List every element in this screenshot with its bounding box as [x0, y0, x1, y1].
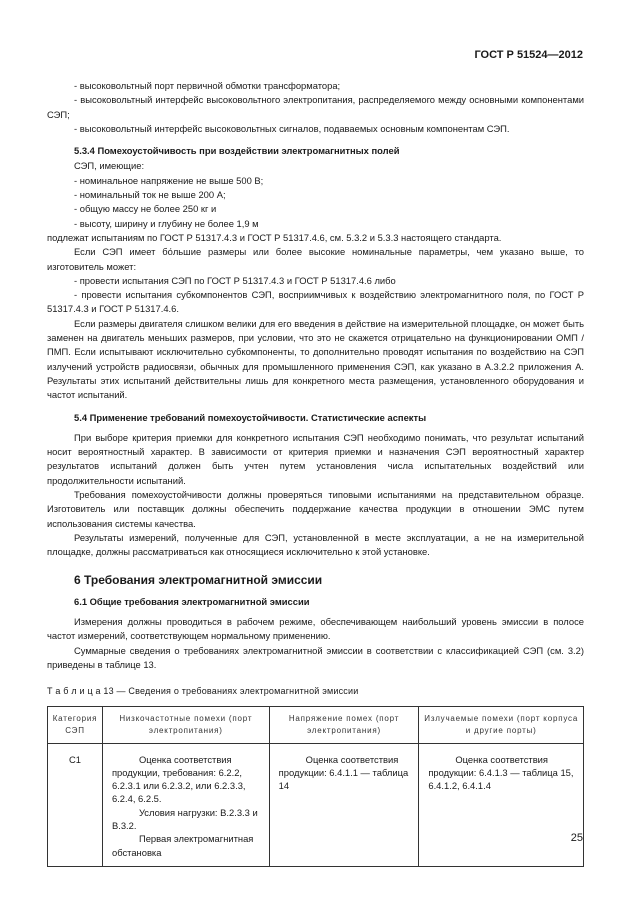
- cell-text: Условия нагрузки: В.2.3.3 и В.3.2.: [111, 806, 258, 832]
- paragraph: Измерения должны проводиться в рабочем режиме, обеспечивающем наибольший уровень эмиссии в полосе частот измерений, соответствующем нормальному применению.: [47, 616, 584, 642]
- document-body: [47, 79, 584, 867]
- cell-text: Оценка соответствия продукции: 6.4.1.3 — таблица 15, 6.4.1.2, 6.4.1.4: [428, 753, 574, 792]
- list-item: - провести испытания субкомпонентов СЭП, восприимчивых к воздействию электромагнитного поля, по ГОСТ Р 51317.4.3 и ГОСТ Р 51317.4.6.: [47, 289, 584, 315]
- section-heading-6-1: 6.1 Общие требования электромагнитной эмиссии: [74, 595, 310, 607]
- list-item: - провести испытания СЭП по ГОСТ Р 51317.4.3 и ГОСТ Р 51317.4.6 либо: [74, 274, 396, 286]
- list-item: - номинальный ток не выше 200 А;: [74, 189, 226, 201]
- column-header: Излучаемые помехи (порт корпуса и другие порты): [419, 706, 584, 743]
- cell-category: С1: [48, 743, 103, 866]
- paragraph: Результаты измерений, полученные для СЭП, установленной в месте эксплуатации, а не на измерительной площадке, должны рассматриваться как относящиеся исключительно к этой установке.: [47, 531, 584, 558]
- list-item: - номинальное напряжение не выше 500 В;: [74, 174, 264, 186]
- list-item: - высоту, ширину и глубину не более 1,9 м: [74, 217, 259, 229]
- column-header: Категория СЭП: [48, 706, 103, 743]
- cell-text: Оценка соответствия продукции, требования: 6.2.2, 6.2.3.1 или 6.2.3.2, или 6.2.3.3, 6.2.4, 6.2.5.: [111, 753, 246, 805]
- bullet-item: - высоковольтный интерфейс высоковольтных сигналов, подаваемых основным компонентам СЭП.: [74, 122, 510, 134]
- cell-text: Оценка соответствия продукции: 6.4.1.1 — таблица 14: [278, 753, 409, 792]
- column-header: Низкочастотные помехи (порт электропитания): [102, 706, 269, 743]
- cell-text: Первая электромагнитная обстановка: [111, 833, 254, 858]
- list-item: - общую массу не более 250 кг и: [74, 203, 217, 215]
- paragraph: Если СЭП имеет бо́льшие размеры или более высокие номинальные параметры, чем указано выше, то изготовитель может:: [47, 246, 584, 272]
- bullet-item: - высоковольтный интерфейс высоковольтного электропитания, распределяемого между основными компонентами СЭП;: [47, 94, 584, 120]
- standard-code: ГОСТ Р 51524—2012: [474, 49, 583, 61]
- cell-radiated: [419, 743, 584, 866]
- cell-voltage: [269, 743, 419, 866]
- paragraph: подлежат испытаниям по ГОСТ Р 51317.4.3 и ГОСТ Р 51317.4.6, см. 5.3.2 и 5.3.3 настоящего стандарта.: [47, 231, 502, 243]
- table-caption: Т а б л и ц а 13 — Сведения о требованиях электромагнитной эмиссии: [47, 686, 359, 697]
- bullet-item: - высоковольтный порт первичной обмотки трансформатора;: [74, 80, 341, 91]
- paragraph: Если размеры двигателя слишком велики для его введения в действие на измерительной площадке, он может быть заменен на двигатель меньших размеров, при условии, что это не скажется отрицательно на функционировании ОМП / ПМП. Если испытывают исключительно субкомпоненты, то дополнительно проводят испытания по воздействию на СЭП излучений устройств радиосвязи, обычных для промышленного применения СЭП, как указано в А.3.2.2 приложения А. Результаты этих испытаний действительны лишь для конкретного места размещения, установленного оборудования и частот испытаний.: [47, 317, 584, 401]
- table-row: [48, 743, 584, 866]
- emission-requirements-table: [47, 706, 584, 867]
- column-header: Напряжение помех (порт электропитания): [269, 706, 419, 743]
- section-heading-5-4: 5.4 Применение требований помехоустойчивости. Статистические аспекты: [74, 411, 427, 423]
- table-header-row: [48, 706, 584, 743]
- page-number: 25: [570, 832, 583, 844]
- section-heading-5-3-4: 5.3.4 Помехоустойчивость при воздействии электромагнитных полей: [74, 145, 400, 157]
- paragraph: Суммарные сведения о требованиях электромагнитной эмиссии в соответствии с классификацией СЭП (см. 3.2) приведены в таблице 13.: [47, 644, 584, 670]
- paragraph: СЭП, имеющие:: [74, 160, 145, 172]
- cell-low-frequency: [102, 743, 269, 866]
- paragraph: Требования помехоустойчивости должны проверяться типовыми испытаниями на представительном образце. Изготовитель или поставщик должны обеспечить поддержание качества продукции в отношении ЭМС путем использования системы качества.: [47, 489, 584, 529]
- paragraph: При выборе критерия приемки для конкретного испытания СЭП необходимо понимать, что результат испытаний носит вероятностный характер. В зависимости от критерия приемки и назначения СЭП вероятностный характер результатов испытаний должен быть учтен путем установления числа испытательных воздействий или продолжительности испытаний.: [47, 431, 584, 486]
- section-heading-6: 6 Требования электромагнитной эмиссии: [74, 572, 323, 587]
